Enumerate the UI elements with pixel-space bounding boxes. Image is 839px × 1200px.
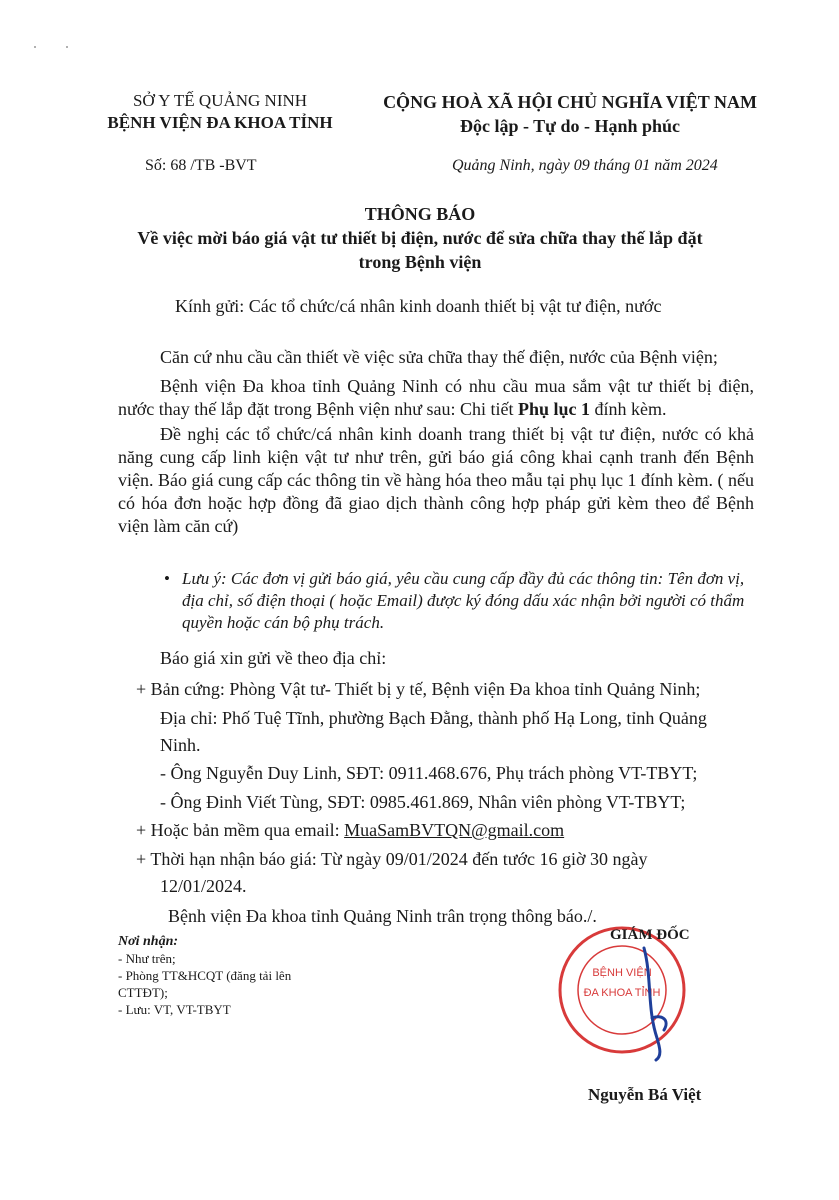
email-prefix: + Hoặc bản mềm qua email: — [136, 820, 345, 840]
note-text: Lưu ý: Các đơn vị gửi báo giá, yêu cầu cung cấp đầy đủ các thông tin: Tên đơn vị, địa chỉ, số điện thoại ( hoặc Email) được ký đóng dấu xác nhận bởi người có thẩm quyền hoặc cán bộ phụ trách. — [182, 569, 745, 632]
deadline-line-1: + Thời hạn nhận báo giá: Từ ngày 09/01/2024 đến tước 16 giờ 30 ngày — [136, 849, 648, 869]
deadline-line-2: 12/01/2024. — [160, 876, 247, 896]
appendix-reference: Phụ lục 1 — [517, 399, 590, 419]
signature-title: GIÁM ĐỐC — [610, 927, 690, 943]
contact-line-1: - Ông Nguyễn Duy Linh, SĐT: 0911.468.676, Phụ trách phòng VT-TBYT; — [160, 763, 698, 783]
signer-name: Nguyễn Bá Việt — [588, 1085, 702, 1104]
location-line-2: Ninh. — [160, 735, 201, 755]
recipient-line: Kính gửi: Các tổ chức/cá nhân kinh doanh thiết bị vật tư điện, nước — [175, 296, 662, 316]
recipient-item: - Lưu: VT, VT-TBYT — [118, 1002, 231, 1017]
location-line-1: Địa chỉ: Phố Tuệ Tĩnh, phường Bạch Đằng, thành phố Hạ Long, tỉnh Quảng — [160, 708, 707, 728]
recipients-list — [118, 933, 368, 1018]
title-heading: THÔNG BÁO — [364, 204, 476, 224]
agency-line-1: SỞ Y TẾ QUẢNG NINH — [132, 91, 308, 110]
place-date: Quảng Ninh, ngày 09 tháng 01 năm 2024 — [452, 157, 718, 174]
email-link[interactable]: MuaSamBVTQN@gmail.com — [344, 820, 565, 840]
recipient-item: - Như trên; — [118, 951, 176, 966]
title-subject-line-1: Về việc mời báo giá vật tư thiết bị điện, nước để sửa chữa thay thế lắp đặt — [137, 228, 703, 248]
closing-line: Bệnh viện Đa khoa tỉnh Quảng Ninh trân trọng thông báo./. — [168, 906, 597, 926]
paragraph-basis: Căn cứ nhu cầu cần thiết về việc sửa chữa thay thế điện, nước của Bệnh viện; — [160, 347, 718, 367]
agency-line-2: BỆNH VIỆN ĐA KHOA TỈNH — [107, 113, 333, 132]
hard-copy-line: + Bản cứng: Phòng Vật tư- Thiết bị y tế, Bệnh viện Đa khoa tỉnh Quảng Ninh; — [136, 679, 701, 699]
bullet-icon: • — [164, 569, 170, 588]
address-intro: Báo giá xin gửi về theo địa chỉ: — [160, 648, 387, 668]
paragraph-need-tail: đính kèm. — [590, 399, 667, 419]
contact-line-2: - Ông Đinh Viết Tùng, SĐT: 0985.461.869, Nhân viên phòng VT-TBYT; — [160, 792, 686, 812]
document-number: Số: 68 /TB -BVT — [145, 157, 257, 174]
nation-line-2: Độc lập - Tự do - Hạnh phúc — [459, 116, 681, 136]
seal-text-1: BỆNH VIỆN — [592, 967, 652, 979]
email-line — [136, 818, 564, 843]
paragraph-request: Đề nghị các tổ chức/cá nhân kinh doanh trang thiết bị vật tư điện, nước có khả năng cung cấp linh kiện vật tư như trên, gửi báo giá công khai cạnh tranh đến Bệnh viện. Báo giá cung cấp các thông tin về hàng hóa theo mẫu tại phụ lục 1 đính kèm. ( nếu có hóa đơn hoặc hợp đồng đã giao dịch thành công hợp pháp gửi kèm theo để Bệnh viện làm căn cứ) — [118, 424, 754, 536]
paragraph-need-text: Bệnh viện Đa khoa tỉnh Quảng Ninh có nhu cầu mua sắm vật tư thiết bị điện, nước thay thế lắp đặt trong Bệnh viện như sau: Chi tiết — [118, 376, 754, 419]
recipient-item: CTTĐT); — [118, 985, 168, 1000]
recipient-item: - Phòng TT&HCQT (đăng tải lên — [118, 968, 292, 983]
seal-text-2: ĐA KHOA TỈNH — [583, 987, 661, 999]
recipients-label: Nơi nhận: — [118, 934, 179, 949]
nation-line-1: CỘNG HOÀ XÃ HỘI CHỦ NGHĨA VIỆT NAM — [383, 92, 757, 112]
title-subject-line-2: trong Bệnh viện — [358, 252, 482, 272]
